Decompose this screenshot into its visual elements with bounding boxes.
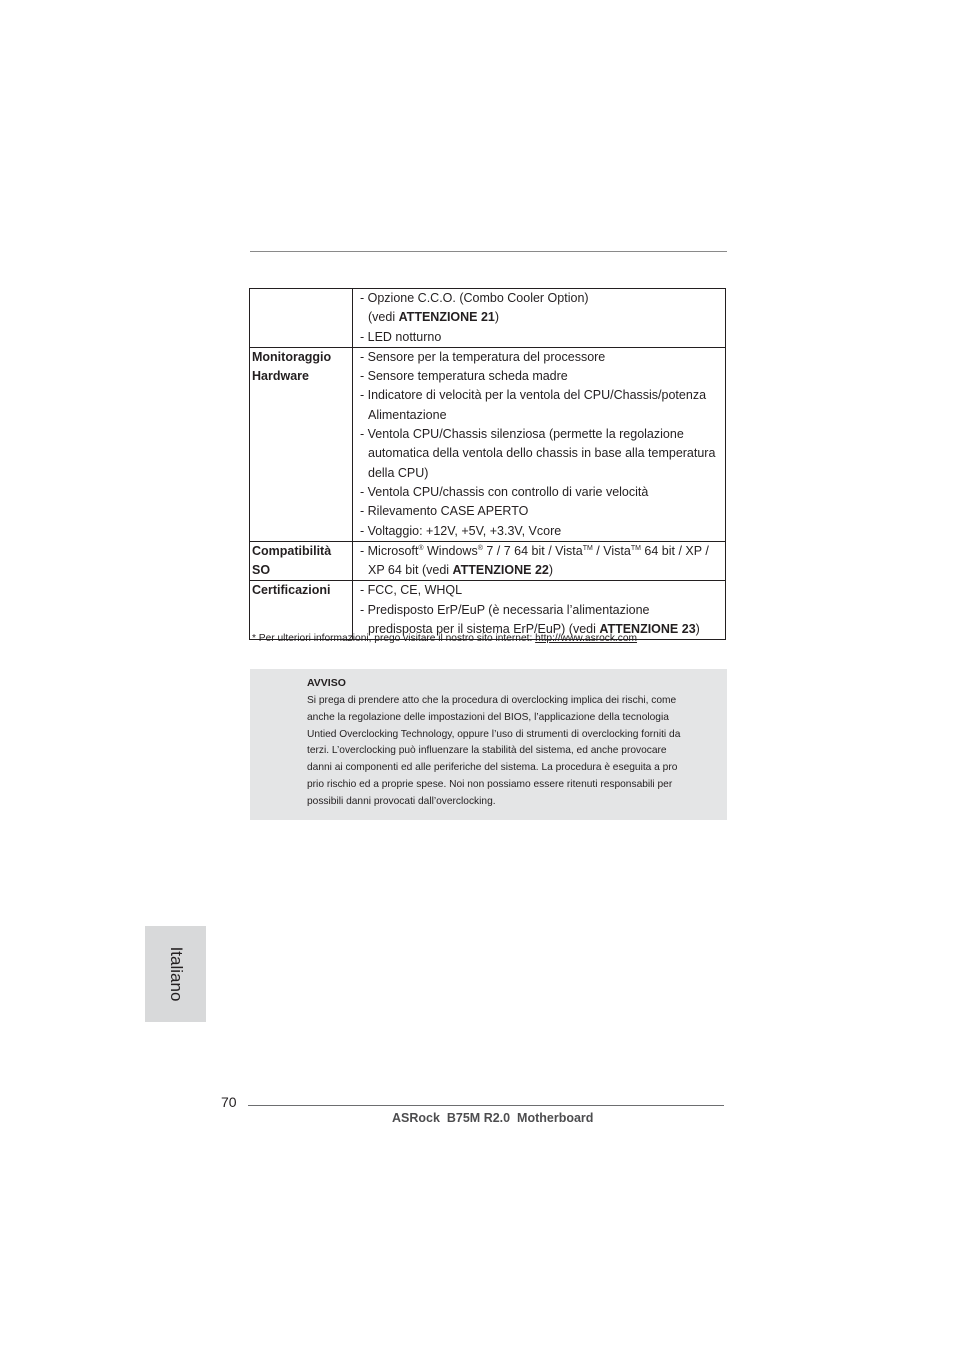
spec-text: / Vista [592, 543, 631, 558]
header-rule [250, 251, 727, 252]
specification-rows [250, 289, 726, 640]
spec-text: - Opzione C.C.O. (Combo Cooler Option) [360, 291, 589, 305]
spec-value-line [360, 522, 725, 541]
specification-table [249, 288, 726, 640]
spec-value-line [360, 328, 725, 347]
notice-line: possibili danni provocati dall’overclocking. [307, 795, 496, 807]
spec-text: - Ventola CPU/chassis con controllo di varie velocità [360, 484, 649, 499]
spec-label: Compatibilità [252, 543, 332, 558]
spec-value-line [360, 348, 725, 367]
notice-line: danni ai componenti ed alle periferiche del sistema. La procedura è eseguita a pro [307, 762, 678, 774]
spec-value-cell [353, 289, 726, 348]
spec-text: predisposta per il sistema ErP/EuP) (vedi [368, 622, 600, 637]
attention-reference: ATTENZIONE 23 [599, 622, 696, 637]
footnote [252, 633, 637, 644]
spec-value-line [360, 464, 725, 483]
trademark-symbol: ® [477, 544, 483, 552]
spec-text: - Indicatore di velocità per la ventola del CPU/Chassis/potenza [360, 388, 707, 403]
spec-text: - Rilevamento CASE APERTO [360, 504, 529, 519]
trademark-symbol: ® [418, 544, 424, 552]
spec-row [250, 347, 726, 541]
spec-text: 64 bit / XP / [640, 543, 709, 558]
spec-text: - LED notturno [360, 329, 442, 344]
spec-row [250, 581, 726, 640]
spec-value-line [360, 483, 725, 502]
notice-line: prio rischio ed a proprie spese. Noi non possiamo essere ritenuti responsabili per [307, 778, 673, 790]
spec-text: ) [548, 563, 554, 578]
page-number: 70 [221, 1094, 237, 1110]
spec-label: Monitoraggio [252, 349, 332, 364]
spec-value-line [360, 406, 725, 425]
notice-body [307, 693, 723, 811]
spec-text: - Voltaggio: +12V, +5V, +3.3V, Vcore [360, 523, 562, 538]
spec-value-line [360, 502, 725, 521]
footnote-text: * Per ulteriori informazioni, prego visitare il nostro sito internet: [252, 633, 536, 644]
spec-value-line [360, 386, 725, 405]
spec-label-cell [250, 541, 353, 581]
spec-text: - Ventola CPU/Chassis silenziosa (permette la regolazione [360, 427, 684, 442]
spec-value-line [360, 367, 725, 386]
spec-text: - Sensore per la temperatura del processore [360, 349, 606, 364]
spec-row [250, 541, 726, 581]
spec-value-cell [353, 581, 726, 640]
website-link[interactable]: http://www.asrock.com [535, 633, 638, 644]
spec-label: Hardware [252, 369, 309, 384]
spec-value-line [360, 542, 725, 561]
footer-rule [248, 1105, 724, 1106]
spec-label-cell [250, 347, 353, 541]
language-tab-label: Italiano [166, 946, 186, 1002]
overclocking-notice-box [250, 669, 727, 820]
spec-text: della CPU) [368, 465, 429, 480]
language-tab [145, 926, 206, 1022]
trademark-symbol: TM [630, 544, 641, 552]
spec-label: SO [252, 563, 271, 578]
spec-value-cell [353, 541, 726, 581]
spec-label-cell [250, 289, 353, 348]
spec-text: - FCC, CE, WHQL [360, 583, 463, 598]
trademark-symbol: TM [582, 544, 593, 552]
notice-title: AVVISO [307, 677, 346, 689]
spec-value-cell [353, 347, 726, 541]
spec-text: Windows [423, 543, 478, 558]
notice-line: Untied Overclocking Technology, oppure l’uso di strumenti di overclocking forniti da [307, 728, 681, 740]
spec-value-line [360, 561, 725, 580]
spec-value-line [360, 601, 725, 620]
spec-value-line [360, 308, 725, 327]
spec-text: automatica della ventola dello chassis in base alla temperatura [368, 446, 716, 461]
spec-text: Alimentazione [368, 407, 447, 422]
spec-text: (vedi [368, 310, 399, 325]
attention-reference: ATTENZIONE 21 [398, 310, 495, 325]
attention-reference: ATTENZIONE 22 [452, 563, 549, 578]
spec-text: - Microsoft [360, 543, 419, 558]
spec-text: XP 64 bit (vedi [368, 563, 453, 578]
product-name: ASRock B75M R2.0 Motherboard [392, 1111, 594, 1125]
spec-text: - Predisposto ErP/EuP (è necessaria l’alimentazione [360, 602, 650, 617]
spec-text: ) [695, 622, 700, 637]
notice-line: terzi. L’overclocking può influenzare la stabilità del sistema, ed anche provocare [307, 745, 667, 757]
notice-line: anche la regolazione delle impostazioni del BIOS, l’applicazione della tecnologia [307, 711, 669, 723]
spec-text: 7 / 7 64 bit / Vista [482, 543, 583, 558]
spec-label-cell [250, 581, 353, 640]
spec-value-line [360, 289, 725, 308]
notice-line: Si prega di prendere atto che la procedura di overclocking implica dei rischi, come [307, 695, 677, 706]
spec-text: - Sensore temperatura scheda madre [360, 369, 568, 384]
spec-row [250, 289, 726, 348]
spec-value-line [360, 581, 725, 600]
spec-label: Certificazioni [252, 583, 331, 598]
spec-text: ) [494, 310, 500, 325]
spec-value-line [360, 444, 725, 463]
spec-value-line [360, 425, 725, 444]
